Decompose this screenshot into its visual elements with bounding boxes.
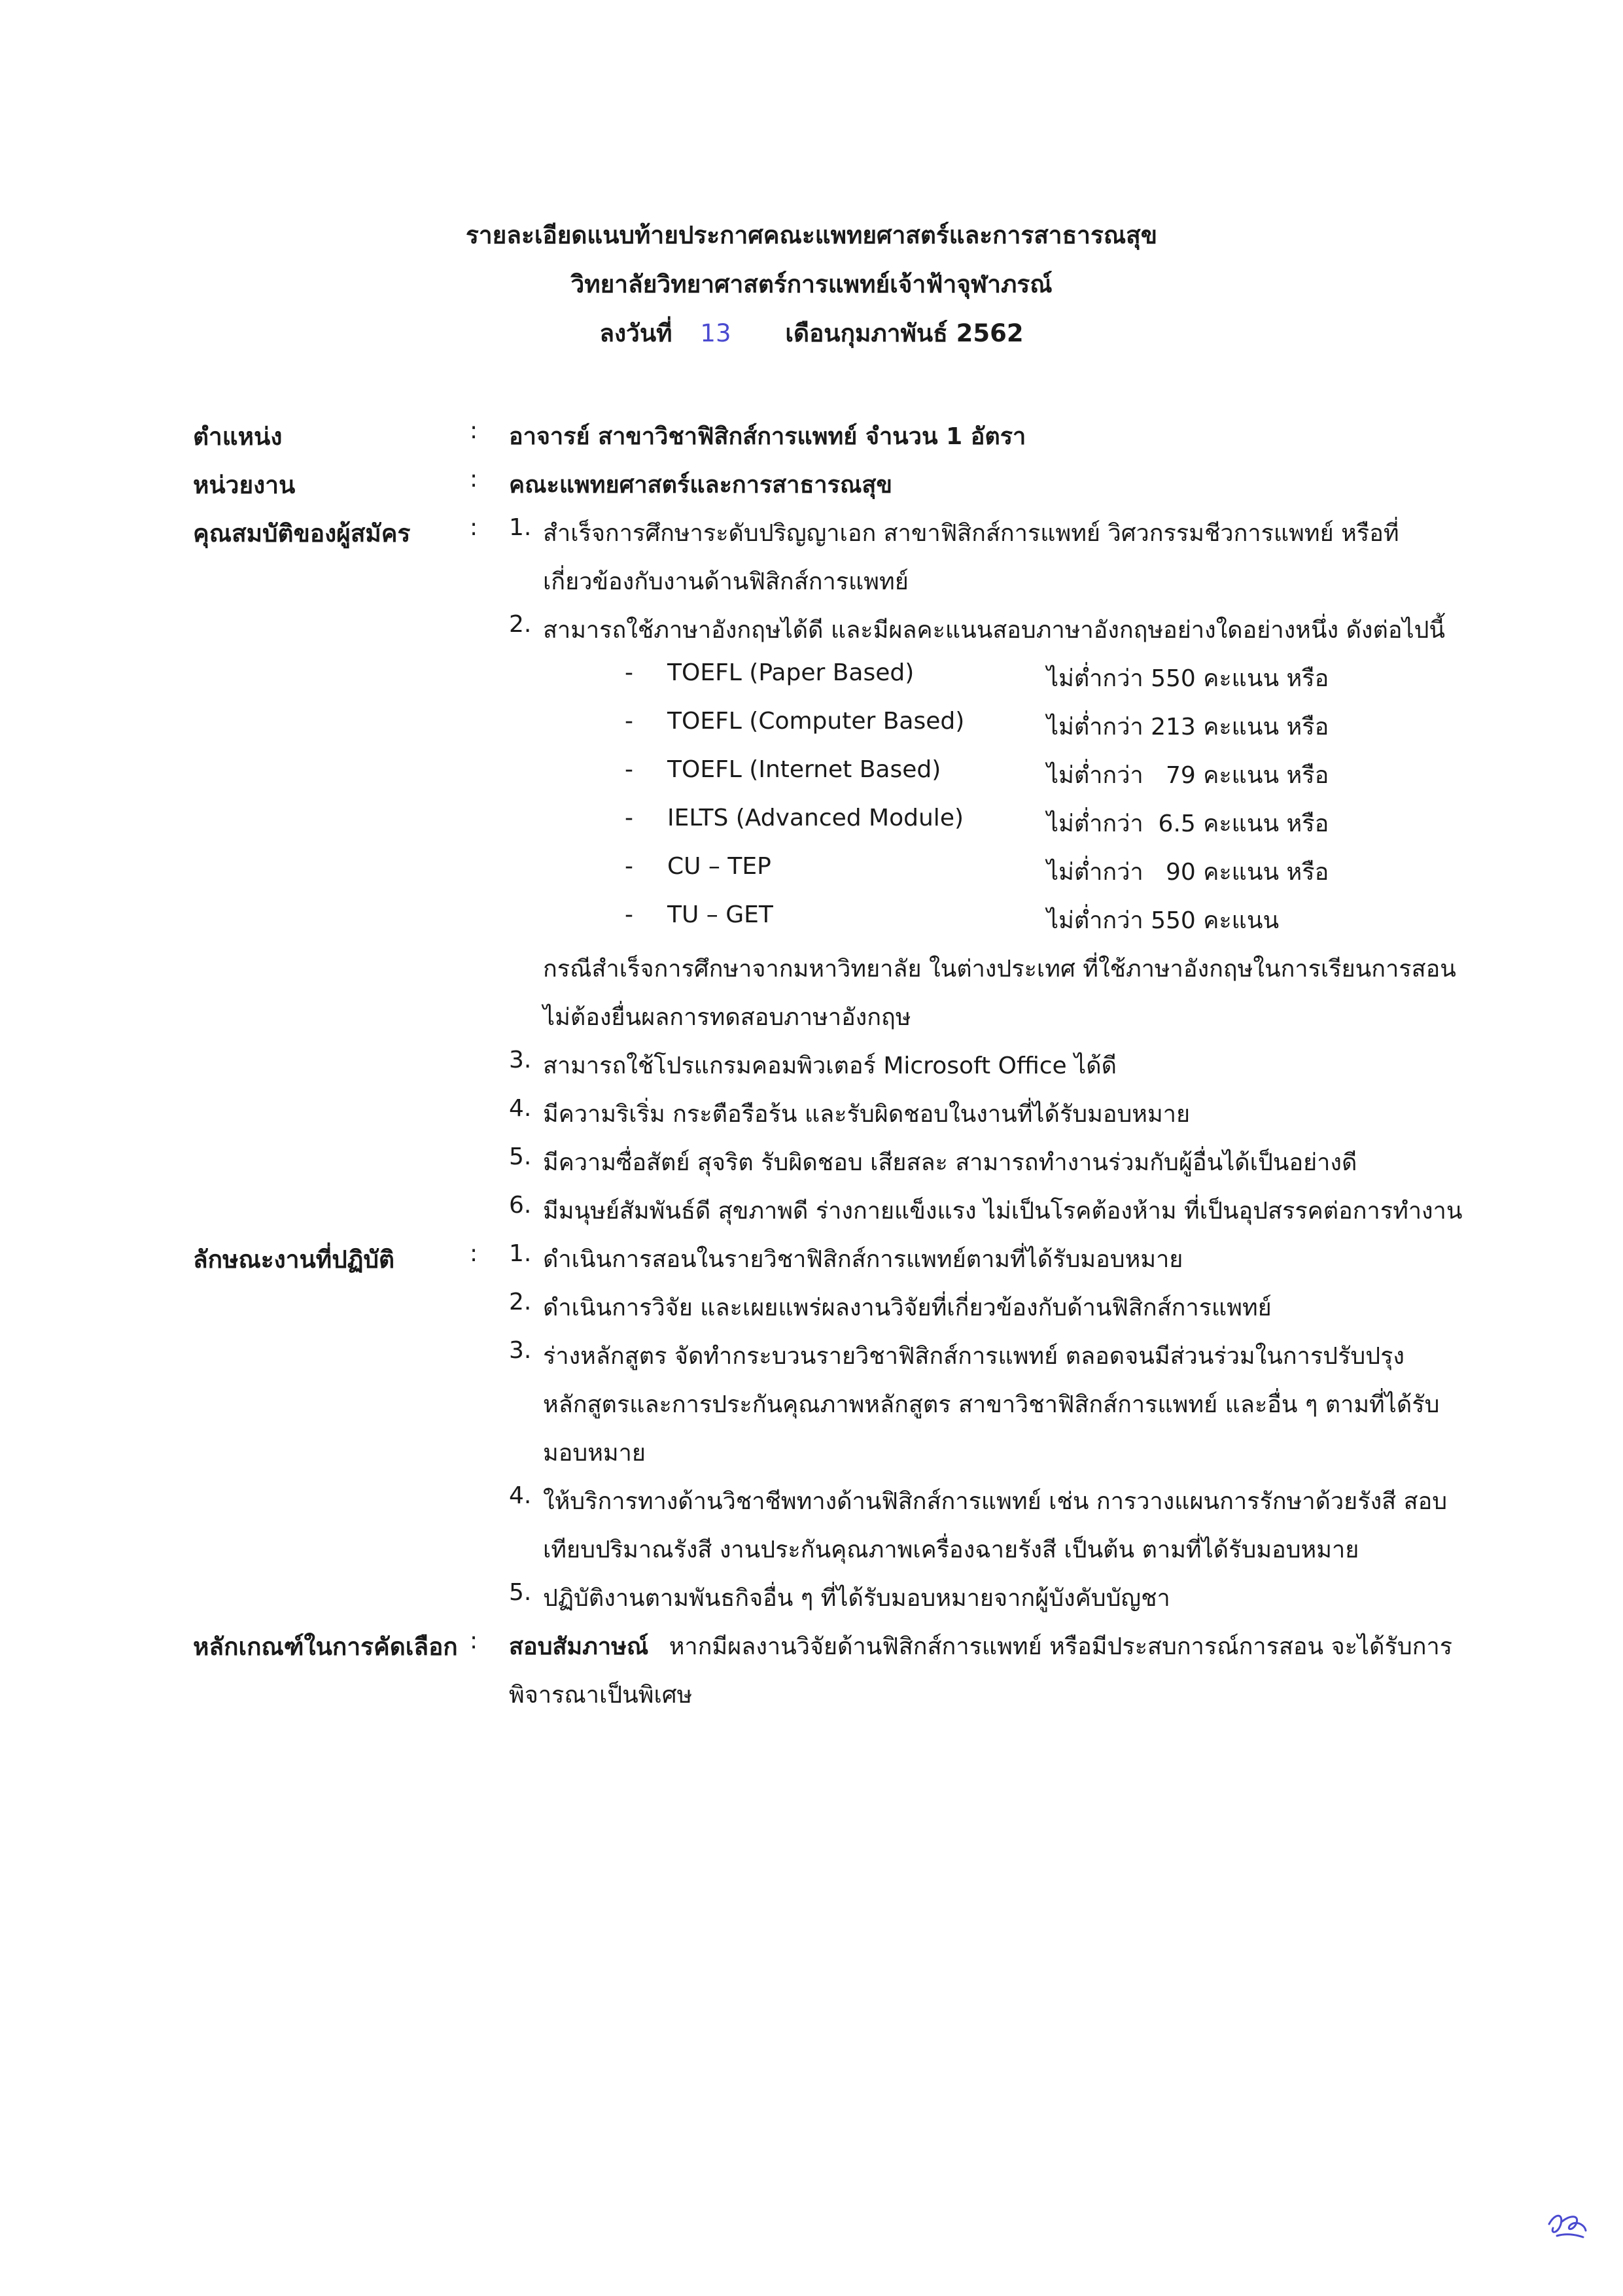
duty-item-4-line-2: เทียบปริมาณรังสี งานประกันคุณภาพเครื่องฉายรังสี เป็นต้น ตามที่ได้รับมอบหมาย [543, 1537, 1359, 1563]
duty-item-3-num: 3. [509, 1337, 532, 1364]
unit-label: หน่วยงาน [193, 471, 296, 499]
qual-item-4: มีความริเริ่ม กระตือรือร้น และรับผิดชอบในงานที่ได้รับมอบหมาย [543, 1101, 1191, 1128]
header-line-1: รายละเอียดแนบท้ายประกาศคณะแพทยศาสตร์และการสาธารณสุข [465, 221, 1158, 249]
qual-exempt-line-2: ไม่ต้องยื่นผลการทดสอบภาษาอังกฤษ [543, 1004, 911, 1031]
qual-item-3-num: 3. [509, 1047, 532, 1073]
position-value: อาจารย์ สาขาวิชาฟิสิกส์การแพทย์ จำนวน 1 อัตรา [509, 423, 1026, 450]
duty-item-3-line-2: หลักสูตรและการประกันคุณภาพหลักสูตร สาขาวิชาฟิสิกส์การแพทย์ และอื่น ๆ ตามที่ได้รับ [543, 1391, 1440, 1418]
qual-item-1-num: 1. [509, 514, 532, 541]
test-requirement: ไม่ต่ำกว่า 550 คะแนน หรือ [1047, 665, 1329, 692]
selection-colon: : [470, 1627, 478, 1654]
selection-label: หลักเกณฑ์ในการคัดเลือก [193, 1633, 458, 1661]
test-requirement: ไม่ต่ำกว่า 79 คะแนน หรือ [1047, 762, 1329, 789]
test-name: CU – TEP [667, 853, 771, 880]
test-name: TOEFL (Internet Based) [667, 756, 941, 783]
test-requirement: ไม่ต่ำกว่า 550 คะแนน [1047, 907, 1280, 934]
test-requirement: ไม่ต่ำกว่า 90 คะแนน หรือ [1047, 859, 1329, 886]
unit-value: คณะแพทยศาสตร์และการสาธารณสุข [509, 472, 892, 498]
duty-item-5: ปฏิบัติงานตามพันธกิจอื่น ๆ ที่ได้รับมอบหมายจากผู้บังคับบัญชา [543, 1585, 1170, 1612]
header-line-2: วิทยาลัยวิทยาศาสตร์การแพทย์เจ้าฟ้าจุฬาภรณ์ [570, 270, 1053, 298]
test-requirement: ไม่ต่ำกว่า 213 คะแนน หรือ [1047, 714, 1329, 740]
position-colon: : [470, 417, 478, 444]
duty-item-3-line-3: มอบหมาย [543, 1440, 646, 1467]
test-dash: - [625, 659, 633, 686]
duty-item-2-num: 2. [509, 1289, 532, 1315]
test-name: TOEFL (Computer Based) [667, 708, 965, 735]
duty-item-4-num: 4. [509, 1482, 532, 1509]
qual-item-6-num: 6. [509, 1192, 532, 1219]
selection-method: สอบสัมภาษณ์ [509, 1633, 649, 1660]
test-dash: - [625, 805, 633, 831]
qual-item-6: มีมนุษย์สัมพันธ์ดี สุขภาพดี ร่างกายแข็งแรง ไม่เป็นโรคต้องห้าม ที่เป็นอุปสรรคต่อการทำงาน [543, 1198, 1463, 1225]
date-suffix: เดือนกุมภาพันธ์ 2562 [785, 319, 1024, 347]
duty-item-5-num: 5. [509, 1579, 532, 1606]
test-dash: - [625, 853, 633, 880]
handwritten-initial-mark [1544, 2204, 1590, 2244]
qual-item-1-line-1: สำเร็จการศึกษาระดับปริญญาเอก สาขาฟิสิกส์การแพทย์ วิศวกรรมชีวการแพทย์ หรือที่ [543, 520, 1399, 547]
duty-item-1: ดำเนินการสอนในรายวิชาฟิสิกส์การแพทย์ตามที่ได้รับมอบหมาย [543, 1246, 1183, 1273]
qualifications-colon: : [470, 514, 478, 541]
duty-item-1-num: 1. [509, 1240, 532, 1267]
test-name: IELTS (Advanced Module) [667, 805, 964, 831]
test-name: TOEFL (Paper Based) [667, 659, 915, 686]
selection-line-1 [509, 1627, 1452, 1665]
test-requirement: ไม่ต่ำกว่า 6.5 คะแนน หรือ [1047, 810, 1329, 837]
selection-line-1-rest: หากมีผลงานวิจัยด้านฟิสิกส์การแพทย์ หรือมีประสบการณ์การสอน จะได้รับการ [669, 1633, 1453, 1660]
test-dash: - [625, 756, 633, 783]
position-label: ตำแหน่ง [193, 423, 283, 451]
date-day-handwritten: 13 [700, 319, 731, 347]
duty-item-2: ดำเนินการวิจัย และเผยแพร่ผลงานวิจัยที่เกี่ยวข้องกับด้านฟิสิกส์การแพทย์ [543, 1295, 1272, 1321]
qual-item-3: สามารถใช้โปรแกรมคอมพิวเตอร์ Microsoft Office ได้ดี [543, 1052, 1117, 1079]
duty-item-3-line-1: ร่างหลักสูตร จัดทำกระบวนรายวิชาฟิสิกส์การแพทย์ ตลอดจนมีส่วนร่วมในการปรับปรุง [543, 1343, 1405, 1370]
qual-item-5: มีความซื่อสัตย์ สุจริต รับผิดชอบ เสียสละ สามารถทำงานร่วมกับผู้อื่นได้เป็นอย่างดี [543, 1149, 1357, 1176]
date-prefix: ลงวันที่ [599, 319, 672, 347]
qualifications-label: คุณสมบัติของผู้สมัคร [193, 519, 411, 548]
duties-colon: : [470, 1240, 478, 1267]
qual-item-2-num: 2. [509, 611, 532, 638]
test-dash: - [625, 901, 633, 928]
qual-exempt-line-1: กรณีสำเร็จการศึกษาจากมหาวิทยาลัย ในต่างประเทศ ที่ใช้ภาษาอังกฤษในการเรียนการสอน [543, 956, 1456, 983]
unit-colon: : [470, 466, 478, 493]
qual-item-1-line-2: เกี่ยวข้องกับงานด้านฟิสิกส์การแพทย์ [543, 568, 909, 595]
header-date-line [0, 314, 1623, 353]
duties-label: ลักษณะงานที่ปฏิบัติ [193, 1245, 395, 1274]
test-name: TU – GET [667, 901, 773, 928]
selection-line-2: พิจารณาเป็นพิเศษ [509, 1682, 693, 1709]
qual-item-4-num: 4. [509, 1095, 532, 1122]
qual-item-5-num: 5. [509, 1143, 532, 1170]
test-dash: - [625, 708, 633, 735]
qual-item-2-line-1: สามารถใช้ภาษาอังกฤษได้ดี และมีผลคะแนนสอบภาษาอังกฤษอย่างใดอย่างหนึ่ง ดังต่อไปนี้ [543, 617, 1446, 644]
duty-item-4-line-1: ให้บริการทางด้านวิชาชีพทางด้านฟิสิกส์การแพทย์ เช่น การวางแผนการรักษาด้วยรังสี สอบ [543, 1488, 1448, 1515]
